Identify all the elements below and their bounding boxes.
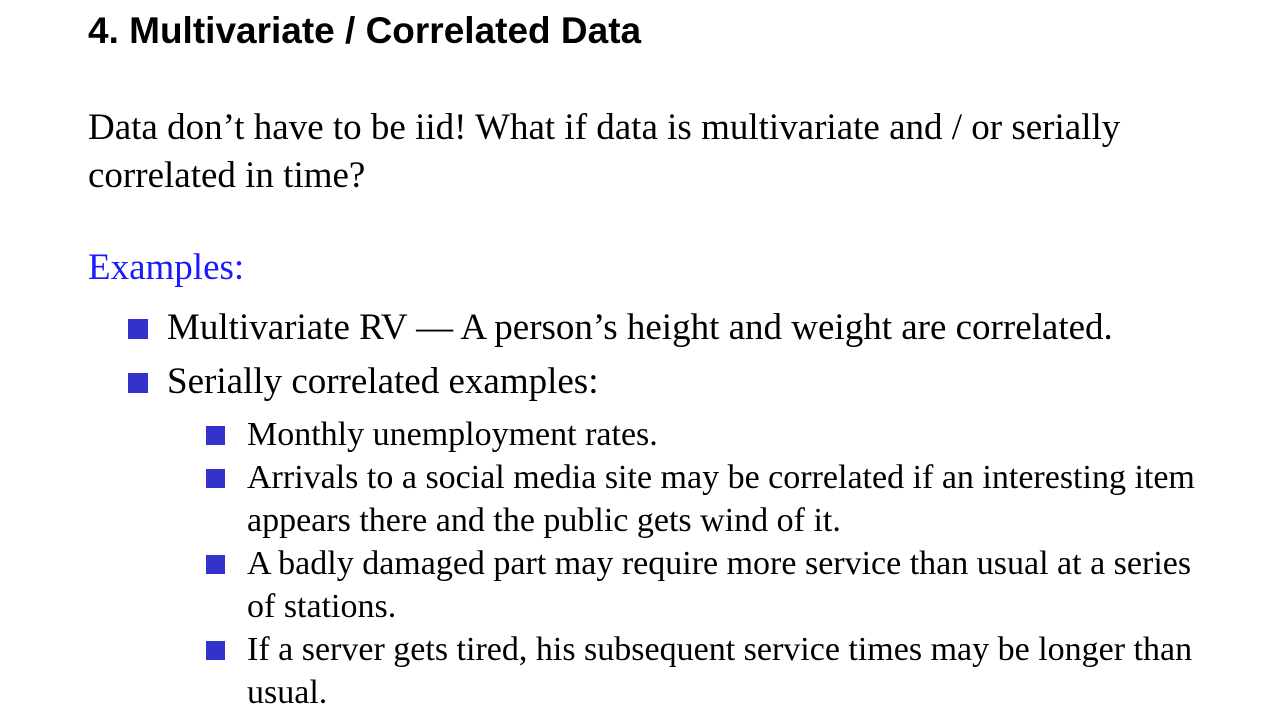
sub-bullet-damaged-part	[206, 542, 1206, 628]
slide-title: 4. Multivariate / Correlated Data	[88, 10, 642, 51]
sub-bullet-text: Monthly unemployment rates.	[247, 416, 658, 453]
examples-heading: Examples:	[88, 247, 245, 288]
square-bullet-icon	[128, 373, 148, 393]
bullet-text: Multivariate RV — A person’s height and weight are correlated.	[167, 307, 1113, 348]
square-bullet-icon	[206, 641, 225, 660]
sub-bullet-tired-server	[206, 628, 1206, 714]
square-bullet-icon	[128, 319, 148, 339]
sub-bullet-text: A badly damaged part may require more service than usual at a series of stations.	[247, 545, 1192, 625]
square-bullet-icon	[206, 555, 225, 574]
sub-bullet-unemployment	[206, 413, 1206, 456]
sub-bullet-social-media	[206, 456, 1206, 542]
sub-bullet-text: If a server gets tired, his subsequent service times may be longer than usual.	[247, 631, 1193, 711]
sub-bullet-text: Arrivals to a social media site may be correlated if an interesting item appears there and the public gets wind of it.	[247, 459, 1195, 539]
intro-paragraph: Data don’t have to be iid! What if data is multivariate and / or serially correlated in time?	[88, 107, 1121, 196]
bullet-multivariate-rv	[128, 306, 1258, 350]
bullet-serially-correlated	[128, 360, 1258, 404]
square-bullet-icon	[206, 469, 225, 488]
bullet-text: Serially correlated examples:	[167, 361, 599, 402]
square-bullet-icon	[206, 426, 225, 445]
